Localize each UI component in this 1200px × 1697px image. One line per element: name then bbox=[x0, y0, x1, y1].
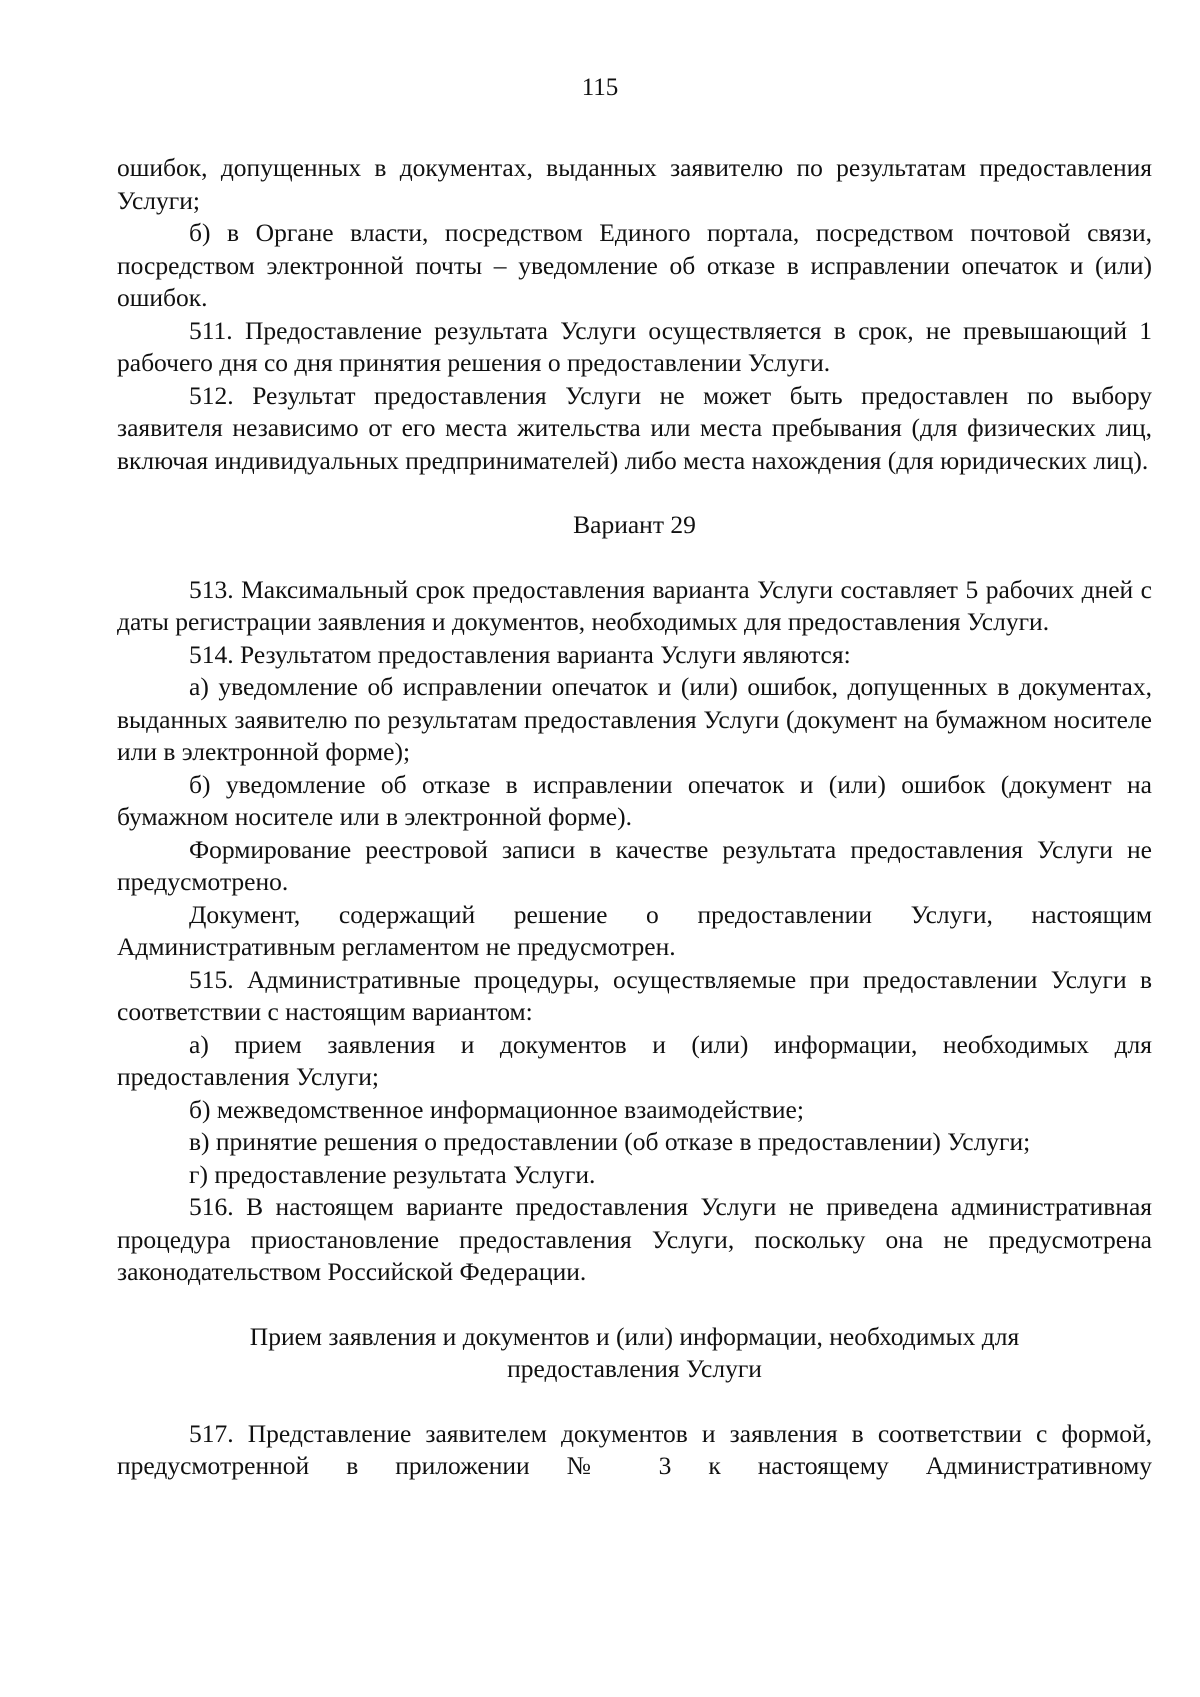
paragraph-516: 516. В настоящем варианте предоставления Услуги не приведена административная процедура приостановление предоставления Услуги, поскольку она не предусмотрена законодательством Российской Федерации. bbox=[117, 1192, 1152, 1286]
paragraph-517: 517. Представление заявителем документов и заявления в соответствии с формой, предусмотренной в приложении № 3 к настоящему Административному bbox=[117, 1418, 1152, 1480]
paragraph-515-d: г) предоставление результата Услуги. bbox=[189, 1159, 596, 1189]
paragraph-continuation: ошибок, допущенных в документах, выданных заявителю по результатам предоставления Услуги; bbox=[117, 153, 1152, 215]
document-body bbox=[117, 152, 1152, 1483]
paragraph-515-a: а) прием заявления и документов и (или) информации, необходимых для предоставления Услуги; bbox=[117, 1029, 1152, 1091]
section-heading-line-1: Прием заявления и документов и (или) информации, необходимых для bbox=[249, 1321, 1020, 1351]
section-heading-line-2: предоставления Услуги bbox=[507, 1354, 762, 1383]
paragraph-registry-record: Формирование реестровой записи в качестве результата предоставления Услуги не предусмотрено. bbox=[117, 834, 1152, 896]
paragraph-item-b: б) в Органе власти, посредством Единого портала, посредством почтовой связи, посредством электронной почты – уведомление об отказе в исправлении опечаток и (или) ошибок. bbox=[117, 218, 1152, 312]
section-heading-reception bbox=[117, 1321, 1152, 1386]
paragraph-515-c: в) принятие решения о предоставлении (об отказе в предоставлении) Услуги; bbox=[189, 1127, 1031, 1156]
paragraph-515: 515. Административные процедуры, осуществляемые при предоставлении Услуги в соответствии с настоящим вариантом: bbox=[117, 964, 1152, 1026]
page-number: 115 bbox=[581, 74, 619, 101]
paragraph-513: 513. Максимальный срок предоставления варианта Услуги составляет 5 рабочих дней с даты регистрации заявления и документов, необходимых для предоставления Услуги. bbox=[117, 574, 1152, 636]
section-heading-variant-29: Вариант 29 bbox=[573, 510, 696, 539]
paragraph-514-a: а) уведомление об исправлении опечаток и (или) ошибок, допущенных в документах, выданных заявителю по результатам предоставления Услуги (документ на бумажном носителе или в электронной форме); bbox=[117, 672, 1152, 766]
paragraph-511: 511. Предоставление результата Услуги осуществляется в срок, не превышающий 1 рабочего дня со дня принятия решения о предоставлении Услуги. bbox=[117, 315, 1152, 377]
paragraph-514: 514. Результатом предоставления варианта Услуги являются: bbox=[189, 639, 851, 669]
paragraph-515-b: б) межведомственное информационное взаимодействие; bbox=[189, 1094, 804, 1124]
paragraph-decision-document: Документ, содержащий решение о предоставлении Услуги, настоящим Административным регламентом не предусмотрен. bbox=[117, 899, 1152, 961]
paragraph-512: 512. Результат предоставления Услуги не может быть предоставлен по выбору заявителя независимо от его места жительства или места пребывания (для физических лиц, включая индивидуальных предпринимателей) либо места нахождения (для юридических лиц). bbox=[117, 380, 1152, 475]
paragraph-514-b: б) уведомление об отказе в исправлении опечаток и (или) ошибок (документ на бумажном носителе или в электронной форме). bbox=[117, 769, 1152, 831]
